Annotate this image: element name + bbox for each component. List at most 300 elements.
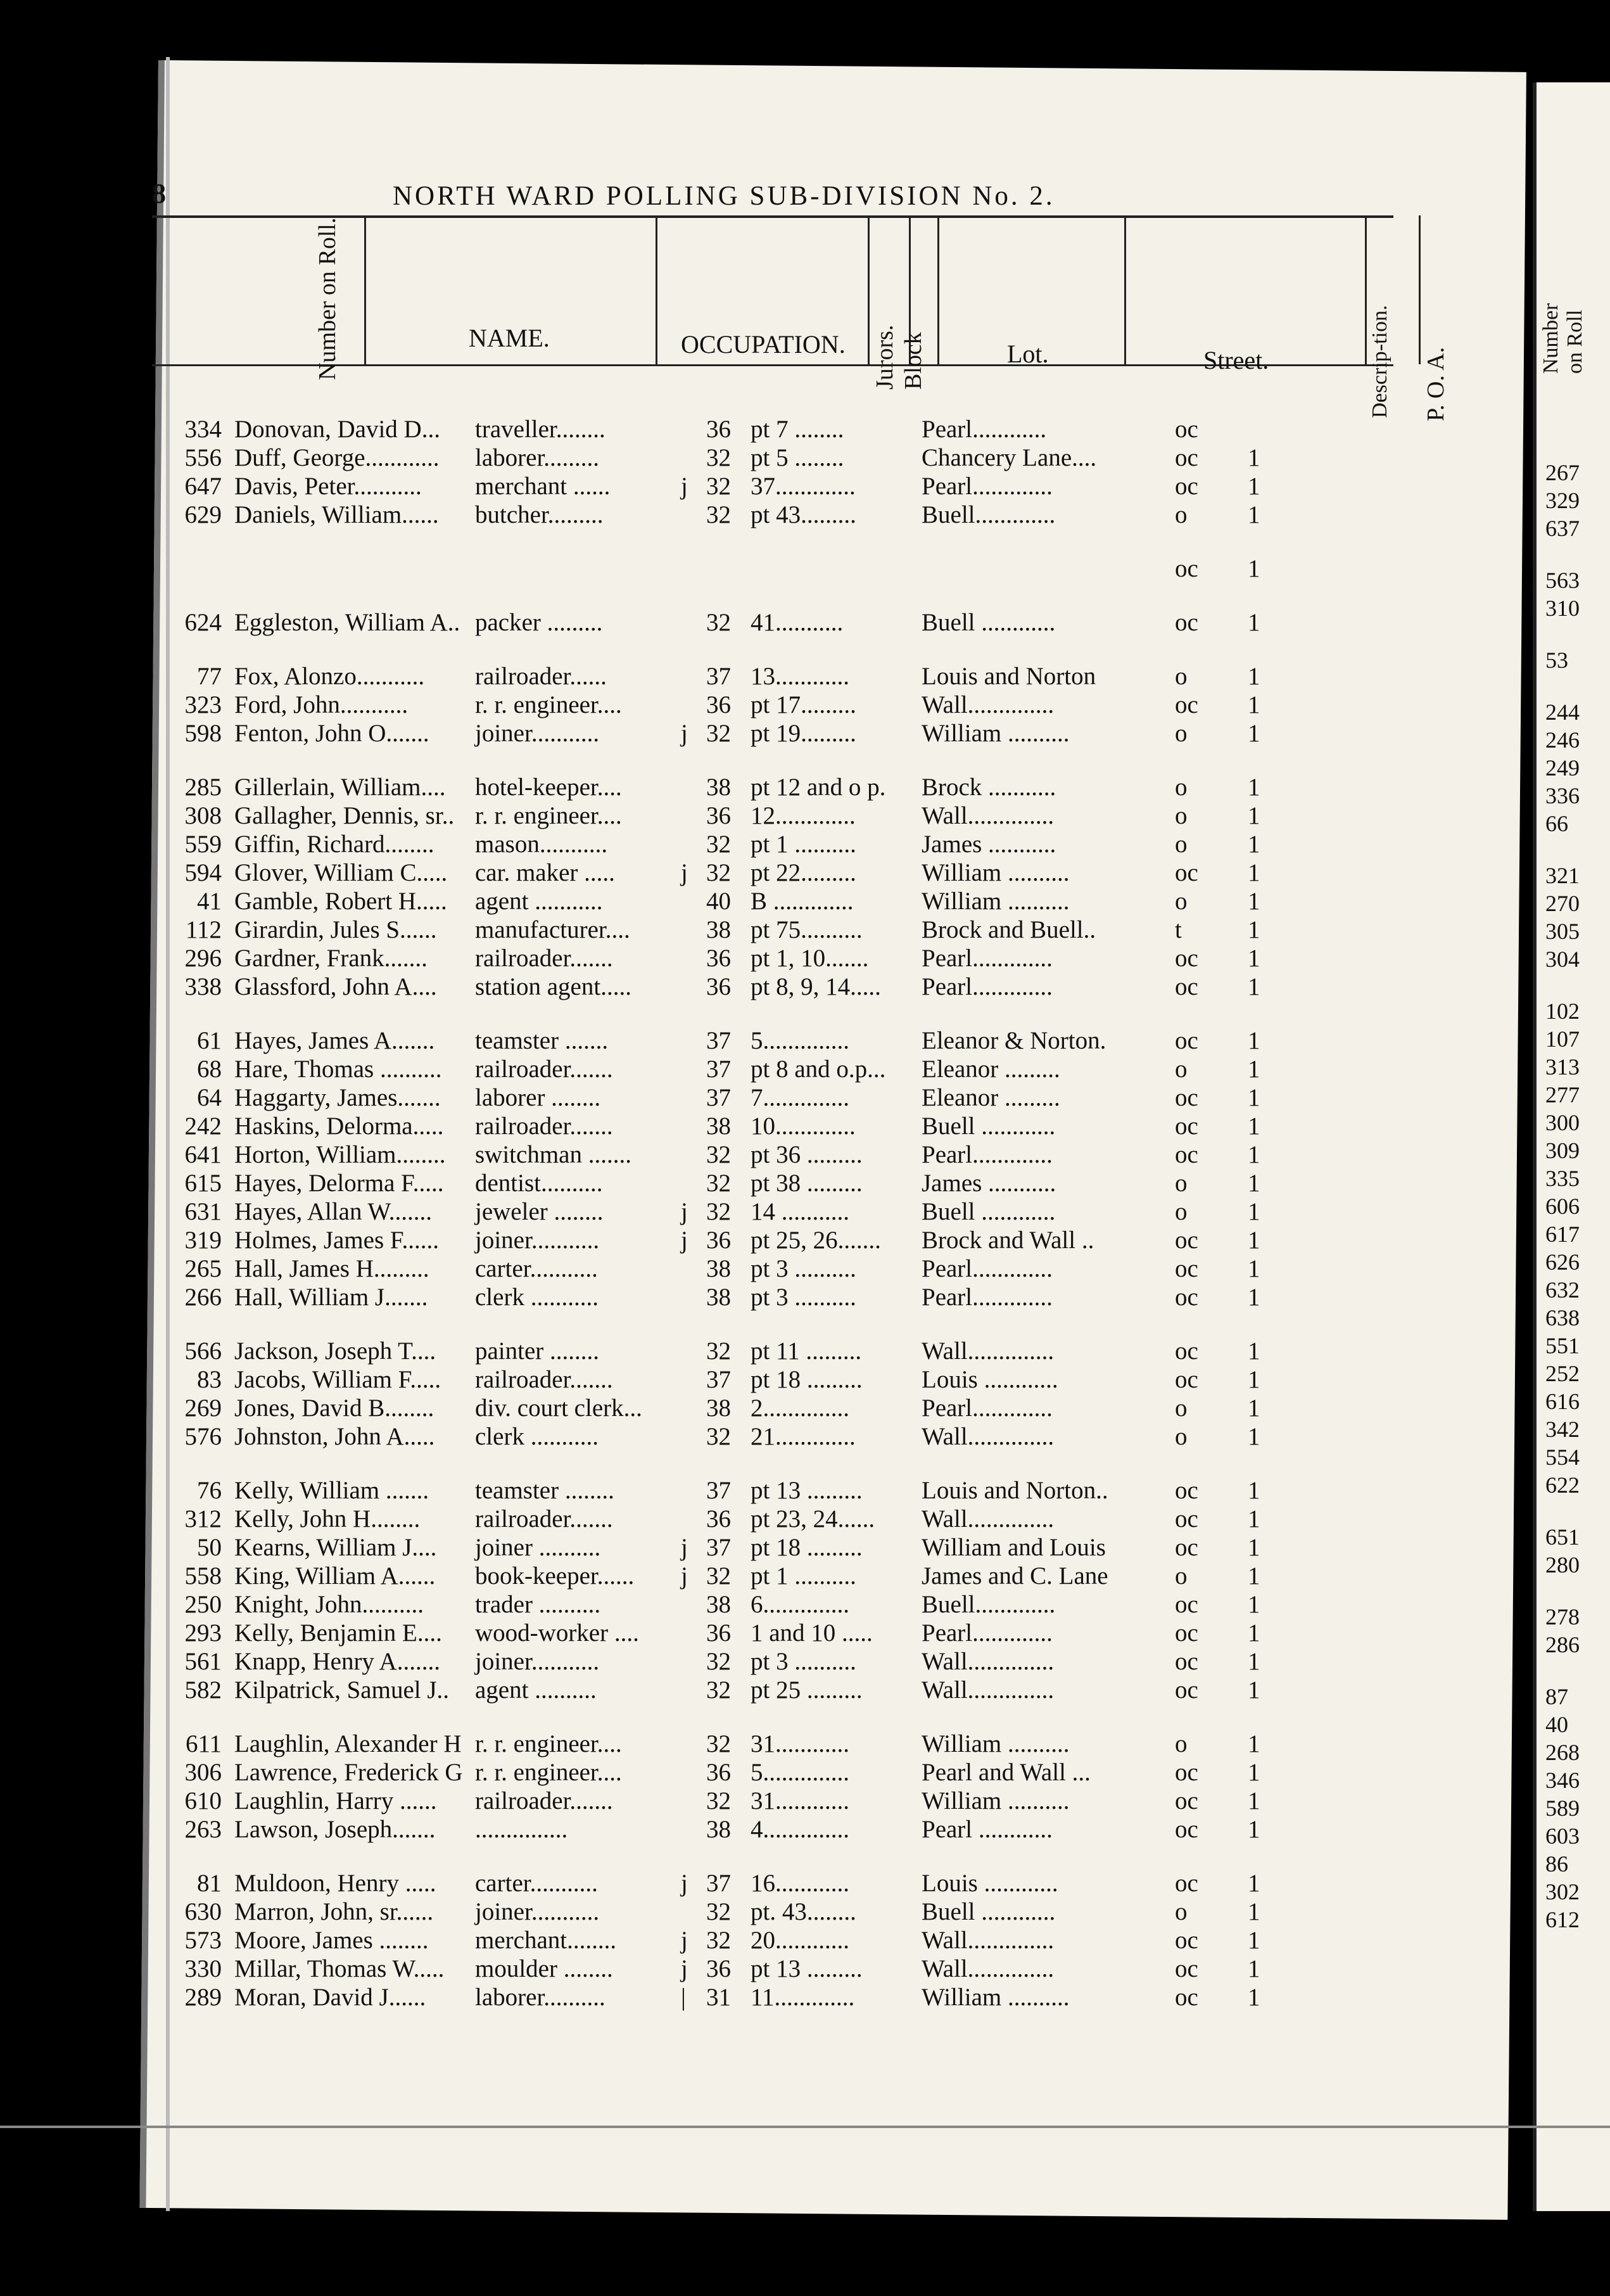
roll-entry-lot: 37.............	[751, 473, 856, 500]
roll-entry-j: j	[681, 720, 688, 747]
roll-entry-desc: o	[1175, 1170, 1188, 1197]
roll-entry-poa: 1	[1248, 1619, 1260, 1647]
roll-entry-block: 36	[706, 1227, 731, 1254]
roll-entry-name: Donovan, David D...	[234, 416, 440, 443]
roll-entry-desc: o	[1175, 774, 1188, 801]
facing-page-number: 554	[1545, 1445, 1580, 1470]
roll-entry-occ: manufacturer....	[475, 916, 630, 943]
facing-page-number: 305	[1545, 919, 1580, 944]
col-divider	[937, 215, 939, 364]
roll-entry-poa: 1	[1248, 1113, 1260, 1140]
roll-entry-name: Knapp, Henry A.......	[234, 1648, 440, 1675]
roll-entry-num: 610	[184, 1787, 222, 1814]
roll-entry-occ: clerk ...........	[475, 1423, 599, 1450]
col-header-jurors: Jurors.	[872, 324, 898, 390]
roll-entry-name: Hayes, Allan W.......	[234, 1198, 432, 1225]
roll-entry-occ: joiner ..........	[475, 1534, 601, 1561]
roll-entry-name: Hall, William J.......	[234, 1284, 428, 1311]
roll-entry-num: 41	[197, 888, 222, 915]
facing-page-number: 249	[1545, 755, 1580, 781]
roll-entry-desc: oc	[1175, 444, 1198, 471]
roll-entry-street: Pearl and Wall ...	[922, 1759, 1091, 1786]
roll-entry-street: William ..........	[922, 888, 1070, 915]
roll-entry-lot: pt 13 .........	[751, 1477, 863, 1504]
roll-entry-desc: o	[1175, 831, 1188, 858]
roll-entry-street: William ..........	[922, 1787, 1070, 1814]
roll-entry-lot: 16............	[751, 1870, 849, 1897]
roll-entry-street: Wall..............	[922, 1955, 1055, 1982]
roll-entry-block: 36	[706, 691, 731, 718]
page-bottom-rule	[0, 2126, 1610, 2128]
roll-entry-block: 38	[706, 916, 731, 943]
roll-entry-desc: o	[1175, 1394, 1188, 1422]
roll-entry-block: 40	[706, 888, 731, 915]
roll-entry-name: Fenton, John O.......	[234, 720, 429, 747]
roll-entry-desc: oc	[1175, 1787, 1198, 1814]
roll-entry-lot: pt 18 .........	[751, 1366, 863, 1393]
roll-entry-poa: 1	[1248, 691, 1260, 718]
roll-entry-lot: pt 3 ..........	[751, 1255, 856, 1282]
roll-entry-num: 615	[184, 1170, 222, 1197]
facing-page-header: Number on Roll	[1539, 303, 1587, 374]
roll-entry-poa: 1	[1248, 1056, 1260, 1083]
roll-entry-occ: traveller........	[475, 416, 605, 443]
roll-entry-name: Haskins, Delorma.....	[234, 1113, 444, 1140]
roll-entry-desc: oc	[1175, 859, 1198, 886]
roll-entry-lot: pt 43.........	[751, 501, 856, 528]
roll-entry-desc: o	[1175, 501, 1188, 528]
roll-entry-street: Brock and Buell..	[922, 916, 1096, 943]
roll-entry-name: Gallagher, Dennis, sr..	[234, 802, 455, 829]
roll-entry-occ: railroader.......	[475, 1366, 613, 1393]
roll-entry-num: 624	[184, 609, 222, 636]
roll-entry-num: 334	[184, 416, 222, 443]
roll-entry-street: Wall..............	[922, 1337, 1055, 1365]
facing-page-number: 267	[1545, 460, 1580, 485]
roll-entry-desc: oc	[1175, 691, 1198, 718]
roll-entry-street: Brock ...........	[922, 774, 1056, 801]
roll-entry-num: 631	[184, 1198, 222, 1225]
facing-page-number: 66	[1545, 811, 1568, 836]
roll-entry-occ: agent ...........	[475, 888, 603, 915]
roll-entry-poa: 1	[1248, 444, 1260, 471]
roll-entry-name: Moran, David J......	[234, 1984, 426, 2011]
roll-entry-occ: painter ........	[475, 1337, 600, 1365]
roll-entry-lot: 5..............	[751, 1759, 849, 1786]
roll-entry-name: Hayes, James A.......	[234, 1027, 435, 1054]
roll-entry-poa: 1	[1248, 1534, 1260, 1561]
col-divider	[1419, 215, 1421, 364]
facing-page-number: 563	[1545, 568, 1580, 593]
roll-entry-street: Louis and Norton	[922, 663, 1096, 690]
roll-entry-desc: oc	[1175, 945, 1198, 972]
roll-entry-num: 269	[184, 1394, 222, 1422]
roll-entry-block: 37	[706, 1870, 731, 1897]
roll-entry-name: Hare, Thomas ..........	[234, 1056, 442, 1083]
roll-entry-block: 32	[706, 444, 731, 471]
col-header-description: Descrip-tion.	[1368, 305, 1391, 418]
facing-page-number: 40	[1545, 1712, 1568, 1737]
roll-entry-desc: oc	[1175, 1505, 1198, 1533]
roll-entry-desc: oc	[1175, 1816, 1198, 1843]
facing-page-number: 53	[1545, 647, 1568, 673]
roll-entry-occ: laborer ........	[475, 1084, 601, 1111]
roll-entry-num: 289	[184, 1984, 222, 2011]
facing-page-number: 107	[1545, 1026, 1580, 1052]
facing-page-number: 616	[1545, 1389, 1580, 1414]
roll-entry-occ: ...............	[475, 1816, 568, 1843]
roll-entry-block: 32	[706, 1337, 731, 1365]
roll-entry-occ: merchant ......	[475, 473, 611, 500]
roll-entry-block: 37	[706, 1534, 731, 1561]
roll-entry-desc: oc	[1175, 1027, 1198, 1054]
facing-page-number: 336	[1545, 783, 1580, 808]
roll-entry-block: 36	[706, 973, 731, 1000]
facing-page-number: 551	[1545, 1333, 1580, 1358]
page-number: 8	[152, 178, 166, 209]
roll-entry-poa: 1	[1248, 1984, 1260, 2011]
roll-entry-lot: pt 25, 26.......	[751, 1227, 881, 1254]
roll-entry-poa: 1	[1248, 1141, 1260, 1168]
roll-entry-name: Jacobs, William F.....	[234, 1366, 441, 1393]
roll-entry-desc: oc	[1175, 973, 1198, 1000]
roll-entry-lot: pt 3 ..........	[751, 1284, 856, 1311]
roll-entry-desc: o	[1175, 1198, 1188, 1225]
roll-entry-block: 37	[706, 1056, 731, 1083]
roll-entry-block: 32	[706, 720, 731, 747]
roll-entry-poa: 1	[1248, 973, 1260, 1000]
facing-page-number: 329	[1545, 488, 1580, 513]
roll-entry-j: j	[681, 1927, 688, 1954]
facing-page-number: 589	[1545, 1795, 1580, 1821]
roll-entry-j: j	[681, 1534, 688, 1561]
roll-entry-street: William and Louis	[922, 1534, 1106, 1561]
roll-entry-num: 296	[184, 945, 222, 972]
roll-entry-lot: pt 8 and o.p...	[751, 1056, 886, 1083]
roll-entry-poa: 1	[1248, 1870, 1260, 1897]
roll-entry-block: 32	[706, 501, 731, 528]
roll-entry-occ: railroader.......	[475, 945, 613, 972]
roll-entry-name: Gillerlain, William....	[234, 774, 446, 801]
roll-entry-num: 250	[184, 1591, 222, 1618]
roll-entry-street: Wall..............	[922, 1927, 1055, 1954]
roll-entry-lot: pt 1, 10.......	[751, 945, 869, 972]
facing-page-number: 86	[1545, 1851, 1568, 1877]
roll-entry-num: 594	[184, 859, 222, 886]
roll-entry-poa: 1	[1248, 916, 1260, 943]
roll-entry-num: 330	[184, 1955, 222, 1982]
facing-page-number: 304	[1545, 947, 1580, 972]
roll-entry-occ: car. maker .....	[475, 859, 615, 886]
roll-entry-name: King, William A......	[234, 1562, 436, 1590]
roll-entry-name: Gardner, Frank.......	[234, 945, 428, 972]
roll-entry-occ: clerk ...........	[475, 1284, 599, 1311]
roll-entry-occ: station agent.....	[475, 973, 631, 1000]
roll-entry-street: Pearl.............	[922, 1255, 1053, 1282]
roll-entry-poa: 1	[1248, 1366, 1260, 1393]
roll-entry-poa: 1	[1248, 1227, 1260, 1254]
roll-entry-j: j	[681, 1227, 688, 1254]
roll-entry-name: Gamble, Robert H.....	[234, 888, 447, 915]
roll-entry-num: 61	[197, 1027, 222, 1054]
roll-entry-name: Laughlin, Alexander H	[234, 1730, 462, 1757]
roll-entry-street: William ..........	[922, 859, 1070, 886]
roll-entry-lot: 31............	[751, 1787, 849, 1814]
roll-entry-name: Jackson, Joseph T....	[234, 1337, 436, 1365]
roll-entry-lot: pt 75..........	[751, 916, 863, 943]
roll-entry-street: Buell ............	[922, 609, 1056, 636]
roll-entry-num: 647	[184, 473, 222, 500]
roll-entry-lot: pt 19.........	[751, 720, 856, 747]
col-header-block: Block	[900, 332, 927, 390]
roll-entry-desc: oc	[1175, 1619, 1198, 1647]
roll-entry-lot: B .............	[751, 888, 854, 915]
roll-entry-street: Wall..............	[922, 1648, 1055, 1675]
roll-entry-lot: 13............	[751, 663, 849, 690]
roll-entry-poa: 1	[1248, 774, 1260, 801]
roll-entry-street: Brock and Wall ..	[922, 1227, 1094, 1254]
roll-entry-num: 598	[184, 720, 222, 747]
col-header-occupation: OCCUPATION.	[681, 330, 846, 359]
col-header-poa: P. O. A.	[1423, 347, 1449, 421]
roll-entry-street: Louis ............	[922, 1870, 1058, 1897]
roll-entry-desc: o	[1175, 1056, 1188, 1083]
roll-entry-desc: oc	[1175, 1648, 1198, 1675]
roll-entry-poa: 1	[1248, 1787, 1260, 1814]
col-header-name: NAME.	[469, 324, 550, 352]
roll-entry-name: Lawrence, Frederick G	[234, 1759, 463, 1786]
roll-entry-poa: 1	[1248, 1477, 1260, 1504]
col-divider	[868, 215, 870, 364]
col-header-lot: Lot.	[1007, 340, 1049, 368]
roll-entry-desc: oc	[1175, 1927, 1198, 1954]
roll-entry-name: Glover, William C.....	[234, 859, 448, 886]
roll-entry-name: Kelly, William .......	[234, 1477, 429, 1504]
facing-page-number: 622	[1545, 1472, 1580, 1498]
roll-entry-lot: pt 23, 24......	[751, 1505, 875, 1533]
roll-entry-poa: 1	[1248, 945, 1260, 972]
roll-entry-desc: oc	[1175, 1477, 1198, 1504]
roll-entry-block: 32	[706, 1141, 731, 1168]
roll-entry-street: Pearl.............	[922, 1284, 1053, 1311]
col-divider	[656, 215, 657, 364]
roll-entry-desc: oc	[1175, 416, 1198, 443]
roll-entry-num: 285	[184, 774, 222, 801]
roll-entry-occ: moulder ........	[475, 1955, 613, 1982]
roll-entry-occ: agent ..........	[475, 1676, 597, 1704]
roll-entry-block: 36	[706, 1619, 731, 1647]
roll-entry-poa: 1	[1248, 663, 1260, 690]
facing-page-number: 300	[1545, 1110, 1580, 1135]
roll-entry-desc: o	[1175, 802, 1188, 829]
roll-entry-poa: 1	[1248, 1648, 1260, 1675]
facing-page-number: 280	[1545, 1552, 1580, 1578]
facing-page-number: 638	[1545, 1305, 1580, 1330]
roll-entry-num: 308	[184, 802, 222, 829]
roll-entry-desc: oc	[1175, 1337, 1198, 1365]
roll-entry-desc: oc	[1175, 1227, 1198, 1254]
roll-entry-street: Wall..............	[922, 1423, 1055, 1450]
roll-entry-poa: 1	[1248, 1730, 1260, 1757]
roll-entry-desc: oc	[1175, 1870, 1198, 1897]
roll-entry-j: j	[681, 1562, 688, 1590]
roll-entry-lot: 10.............	[751, 1113, 856, 1140]
roll-entry-desc: oc	[1175, 1984, 1198, 2011]
roll-entry-block: 32	[706, 1787, 731, 1814]
roll-entry-poa: 1	[1248, 1170, 1260, 1197]
facing-page-number: 321	[1545, 863, 1580, 888]
roll-entry-num: 81	[197, 1870, 222, 1897]
roll-entry-block: 38	[706, 1816, 731, 1843]
roll-entry-poa: 1	[1248, 1591, 1260, 1618]
roll-entry-street: Buell ............	[922, 1898, 1056, 1925]
facing-page-number: 252	[1545, 1361, 1580, 1386]
roll-entry-occ: r. r. engineer....	[475, 1759, 622, 1786]
roll-entry-num: 265	[184, 1255, 222, 1282]
facing-page-number: 87	[1545, 1684, 1568, 1709]
roll-entry-num: 323	[184, 691, 222, 718]
roll-entry-occ: joiner...........	[475, 1898, 600, 1925]
facing-page-number: 346	[1545, 1768, 1580, 1793]
roll-entry-lot: pt 8, 9, 14.....	[751, 973, 881, 1000]
roll-entry-street: Louis and Norton..	[922, 1477, 1108, 1504]
roll-entry-num: 83	[197, 1366, 222, 1393]
roll-entry-num: 582	[184, 1676, 222, 1704]
roll-entry-block: 32	[706, 859, 731, 886]
roll-entry-name: Giffin, Richard........	[234, 831, 434, 858]
roll-entry-street: James ...........	[922, 1170, 1056, 1197]
col-divider	[1124, 215, 1126, 364]
roll-entry-desc: o	[1175, 1423, 1188, 1450]
roll-entry-poa: 1	[1248, 555, 1260, 582]
roll-entry-lot: 5..............	[751, 1027, 849, 1054]
roll-entry-lot: 2..............	[751, 1394, 849, 1422]
roll-entry-street: Buell.............	[922, 1591, 1056, 1618]
roll-entry-num: 266	[184, 1284, 222, 1311]
roll-entry-name: Jones, David B........	[234, 1394, 434, 1422]
roll-entry-occ: joiner...........	[475, 1227, 600, 1254]
roll-entry-occ: railroader......	[475, 663, 607, 690]
facing-page-number: 270	[1545, 891, 1580, 916]
roll-entry-occ: mason...........	[475, 831, 608, 858]
col-header-number: Number on Roll.	[314, 217, 341, 380]
roll-entry-street: William ..........	[922, 720, 1070, 747]
roll-entry-block: 32	[706, 1170, 731, 1197]
roll-entry-block: 36	[706, 945, 731, 972]
roll-entry-lot: pt 36 .........	[751, 1141, 863, 1168]
roll-entry-lot: pt 3 ..........	[751, 1648, 856, 1675]
roll-entry-block: 31	[706, 1984, 731, 2011]
roll-entry-occ: r. r. engineer....	[475, 1730, 622, 1757]
roll-entry-occ: laborer.........	[475, 444, 600, 471]
roll-entry-street: Pearl............	[922, 416, 1047, 443]
roll-entry-num: 558	[184, 1562, 222, 1590]
roll-entry-occ: railroader.......	[475, 1505, 613, 1533]
roll-entry-block: 37	[706, 1027, 731, 1054]
roll-entry-lot: 1 and 10 .....	[751, 1619, 873, 1647]
roll-entry-poa: 1	[1248, 859, 1260, 886]
facing-page-number: 603	[1545, 1823, 1580, 1849]
roll-entry-block: 32	[706, 1198, 731, 1225]
roll-entry-name: Johnston, John A.....	[234, 1423, 435, 1450]
roll-entry-occ: hotel-keeper....	[475, 774, 622, 801]
roll-entry-poa: 1	[1248, 831, 1260, 858]
roll-entry-desc: oc	[1175, 1255, 1198, 1282]
roll-entry-poa: 1	[1248, 1676, 1260, 1704]
roll-entry-desc: oc	[1175, 1084, 1198, 1111]
roll-entry-name: Holmes, James F......	[234, 1227, 439, 1254]
roll-entry-num: 566	[184, 1337, 222, 1365]
roll-entry-block: 38	[706, 1394, 731, 1422]
roll-entry-poa: 1	[1248, 1084, 1260, 1111]
roll-entry-lot: 4..............	[751, 1816, 849, 1843]
roll-entry-name: Millar, Thomas W.....	[234, 1955, 445, 1982]
roll-entry-block: 37	[706, 1084, 731, 1111]
roll-entry-street: Wall..............	[922, 802, 1055, 829]
roll-entry-poa: 1	[1248, 720, 1260, 747]
roll-entry-block: 32	[706, 1676, 731, 1704]
roll-entry-desc: oc	[1175, 1955, 1198, 1982]
roll-entry-num: 630	[184, 1898, 222, 1925]
facing-page-number: 626	[1545, 1249, 1580, 1275]
roll-entry-poa: 1	[1248, 1759, 1260, 1786]
roll-entry-desc: oc	[1175, 1676, 1198, 1704]
roll-entry-block: 38	[706, 1255, 731, 1282]
roll-entry-desc: oc	[1175, 1113, 1198, 1140]
roll-entry-lot: pt 11 .........	[751, 1337, 862, 1365]
roll-entry-num: 629	[184, 501, 222, 528]
roll-entry-lot: 6..............	[751, 1591, 849, 1618]
roll-entry-poa: 1	[1248, 1505, 1260, 1533]
roll-entry-lot: pt. 43........	[751, 1898, 856, 1925]
roll-entry-occ: div. court clerk...	[475, 1394, 642, 1422]
roll-entry-block: 32	[706, 1898, 731, 1925]
roll-entry-desc: oc	[1175, 1366, 1198, 1393]
roll-entry-name: Moore, James ........	[234, 1927, 429, 1954]
facing-page-number: 637	[1545, 516, 1580, 541]
roll-entry-poa: 1	[1248, 802, 1260, 829]
roll-entry-name: Davis, Peter...........	[234, 473, 422, 500]
roll-entry-num: 112	[185, 916, 222, 943]
col-header-street: Street.	[1203, 346, 1269, 374]
roll-entry-desc: o	[1175, 663, 1188, 690]
roll-entry-name: Haggarty, James.......	[234, 1084, 441, 1111]
roll-entry-lot: 11.............	[751, 1984, 855, 2011]
roll-entry-name: Lawson, Joseph.......	[234, 1816, 436, 1843]
roll-entry-num: 263	[184, 1816, 222, 1843]
roll-entry-desc: o	[1175, 1898, 1188, 1925]
roll-entry-desc: oc	[1175, 1591, 1198, 1618]
roll-entry-num: 559	[184, 831, 222, 858]
roll-entry-desc: oc	[1175, 1534, 1198, 1561]
roll-entry-lot: pt 25 .........	[751, 1676, 863, 1704]
roll-entry-occ: r. r. engineer....	[475, 691, 622, 718]
roll-entry-poa: 1	[1248, 888, 1260, 915]
roll-entry-street: James and C. Lane	[922, 1562, 1108, 1590]
roll-entry-block: 38	[706, 1113, 731, 1140]
roll-entry-poa: 1	[1248, 1816, 1260, 1843]
roll-entry-street: Pearl.............	[922, 973, 1053, 1000]
roll-entry-lot: pt 17.........	[751, 691, 856, 718]
roll-entry-j: j	[681, 1198, 688, 1225]
roll-entry-occ: railroader.......	[475, 1056, 613, 1083]
roll-entry-lot: pt 18 .........	[751, 1534, 863, 1561]
roll-entry-street: Eleanor & Norton.	[922, 1027, 1106, 1054]
roll-entry-lot: pt 12 and o p.	[751, 774, 886, 801]
roll-entry-lot: pt 5 ........	[751, 444, 844, 471]
roll-entry-block: 32	[706, 1648, 731, 1675]
roll-entry-lot: pt 38 .........	[751, 1170, 863, 1197]
